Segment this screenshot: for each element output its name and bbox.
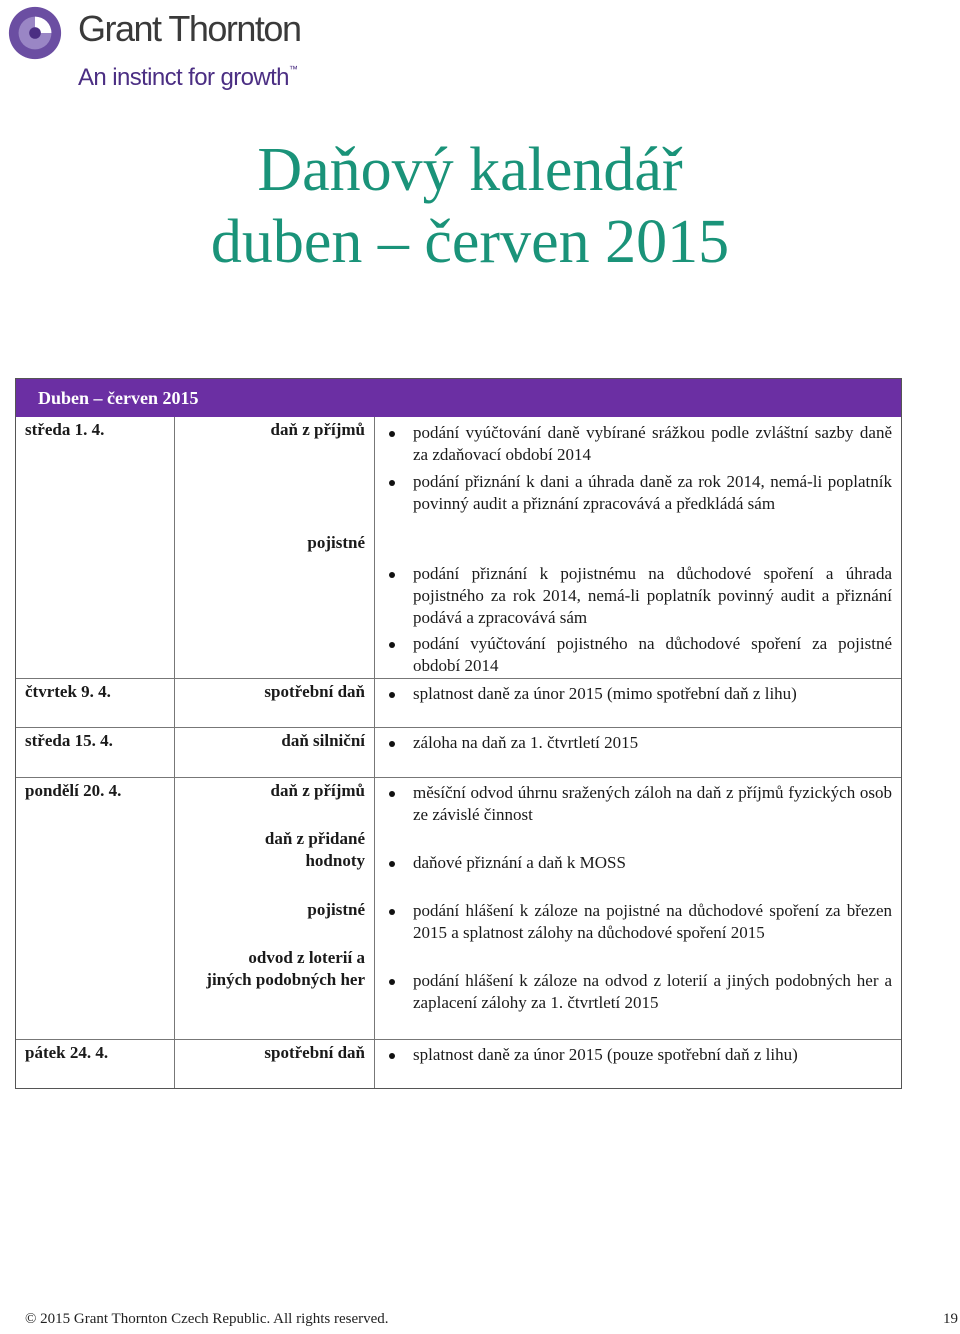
row-categories [174,1040,375,1088]
page-title [0,134,940,278]
tax-calendar-table [15,378,902,1089]
list-item: podání přiznání k pojistnému na důchodové spoření a úhrada pojistného za rok 2014, nemá-li poplatník povinný audit a přiznání podává a zpracovává sám [387,563,892,629]
row-date: čtvrtek 9. 4. [25,682,111,701]
row-date: středa 1. 4. [25,420,105,439]
grant-thornton-logo [6,4,306,96]
calendar-row [16,777,901,1039]
list-item: podání hlášení k záloze na pojistné na důchodové spoření za březen 2015 a splatnost zálohy na důchodové spoření 2015 [387,900,892,944]
list-item: záloha na daň za 1. čtvrtletí 2015 [387,732,892,754]
calendar-row [16,727,901,777]
category-label: daň z příjmů [270,781,365,800]
category-label: daň z příjmů [270,420,365,439]
page-number: 19 [943,1311,958,1327]
row-categories [174,417,375,678]
calendar-period-header [16,379,901,417]
calendar-row [16,678,901,727]
calendar-row [16,417,901,678]
category-label: spotřební daň [264,1043,365,1062]
category-label: spotřební daň [264,682,365,701]
list-item: podání přiznání k dani a úhrada daně za rok 2014, nemá-li poplatník povinný audit a přiznání zpracovává a předkládá sám [387,471,892,515]
category-label: pojistné [307,900,365,919]
row-items [375,417,901,678]
list-item: daňové přiznání a daň k MOSS [387,852,892,874]
category-label: odvod z loterií a jiných podobných her [206,948,365,989]
list-item: splatnost daně za únor 2015 (mimo spotřební daň z lihu) [387,683,892,705]
row-categories [174,728,375,777]
calendar-row [16,1039,901,1088]
page-title-line-2: duben – červen 2015 [210,208,730,276]
row-categories [174,778,375,1039]
list-item: měsíční odvod úhrnu sražených záloh na daň z příjmů fyzických osob ze závislé činnost [387,782,892,826]
page-title-line-1: Daňový kalendář [257,136,683,204]
row-items [375,728,901,777]
row-date: pátek 24. 4. [25,1043,109,1062]
row-date: středa 15. 4. [25,731,113,750]
copyright-notice: © 2015 Grant Thornton Czech Republic. All rights reserved. [25,1311,389,1327]
brand-name: Grant Thornton [78,8,301,49]
list-item: podání hlášení k záloze na odvod z loterií a jiných podobných her a zaplacení zálohy za 1. čtvrtletí 2015 [387,970,892,1014]
row-items [375,1040,901,1088]
calendar-period-label: Duben – červen 2015 [38,388,199,408]
list-item: splatnost daně za únor 2015 (pouze spotřební daň z lihu) [387,1044,892,1066]
row-categories [174,679,375,727]
row-items [375,679,901,727]
brand-tagline: An instinct for growth™ [78,64,298,91]
row-items [375,778,901,1039]
list-item: podání vyúčtování daně vybírané srážkou podle zvláštní sazby daně za zdaňovací období 2014 [387,422,892,466]
list-item: podání vyúčtování pojistného na důchodové spoření za pojistné období 2014 [387,633,892,677]
trademark-sign: ™ [288,64,298,74]
category-label: daň silniční [281,731,365,750]
category-label: pojistné [307,533,365,552]
grant-thornton-mark-icon [6,4,64,62]
row-date: pondělí 20. 4. [25,781,122,800]
category-label: daň z přidané hodnoty [264,829,365,870]
